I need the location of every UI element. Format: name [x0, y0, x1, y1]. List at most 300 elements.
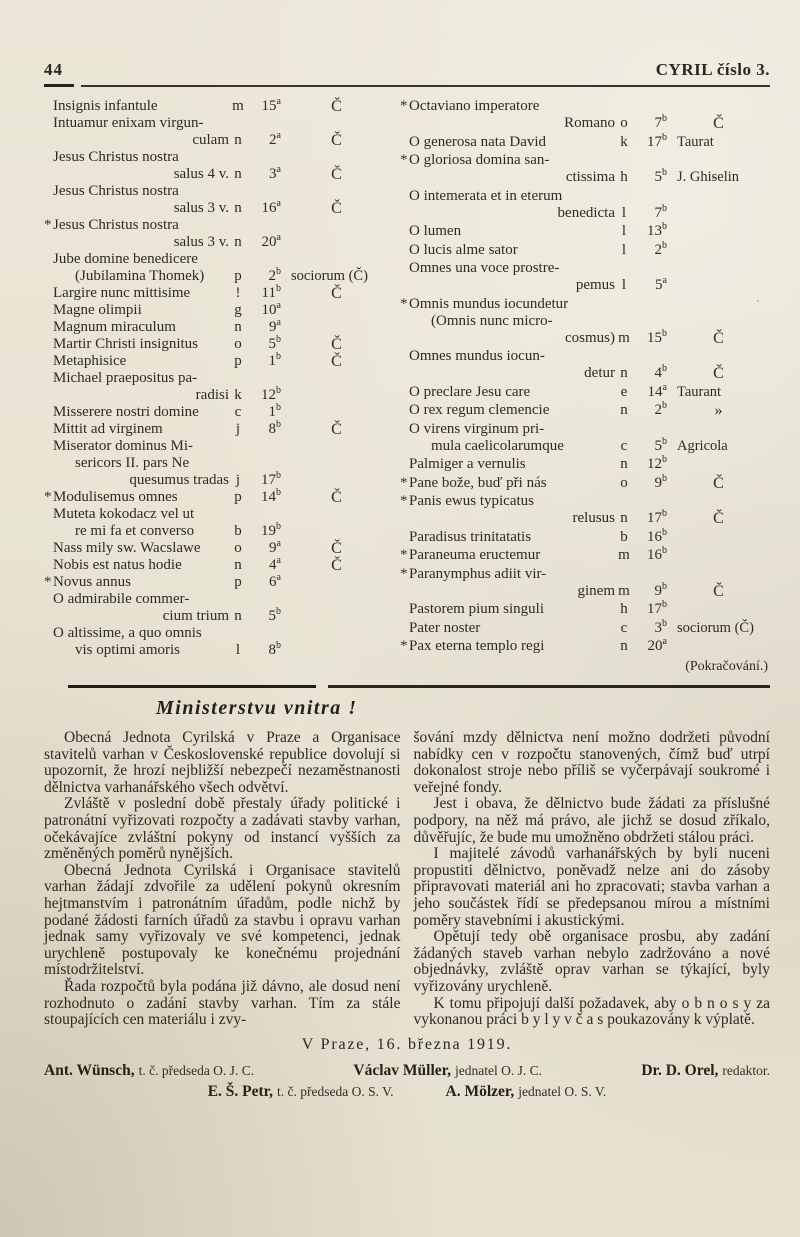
star-marker [400, 330, 409, 347]
catalog-entry-line [44, 149, 392, 166]
catalog-entry-line [44, 404, 392, 421]
catalog-entry-line [44, 285, 392, 302]
star-marker: * [400, 638, 408, 654]
catalog-entry-line [44, 336, 392, 353]
entry-title: Largire nunc mittisime [53, 285, 191, 301]
catalog-right-column [400, 98, 770, 675]
entry-folio-side: b [662, 617, 667, 629]
catalog-entry [44, 302, 392, 319]
entry-folio: 17$^b$ [647, 508, 667, 526]
catalog-entry-line [44, 132, 392, 149]
signature-role: t. č. předseda O. S. V. [277, 1083, 394, 1099]
entry-title: O intemerata et in eterum [409, 187, 563, 204]
catalog-entry-line [400, 98, 770, 115]
catalog-entry-line [400, 365, 770, 382]
catalog-entry [44, 591, 392, 625]
entry-title: Pastorem pium singuli [409, 601, 544, 617]
entry-code: e [620, 383, 628, 400]
entry-folio: 5$^b$ [654, 167, 667, 185]
entry-code: n [234, 608, 242, 624]
entry-attribution: Č [331, 421, 342, 438]
entry-folio-side: a [276, 130, 281, 141]
star-marker [44, 336, 53, 353]
entry-attribution: Č [331, 489, 342, 506]
star-marker [44, 234, 53, 251]
entry-code: n [234, 200, 242, 216]
article-paragraph: K tomu připojují další požadavek, aby o b n o s y za vykonanou práci b y l y v č a s poukazovány k výplatě. [413, 994, 770, 1029]
article-paragraph: I majitelé závodů varhanářských by byli nuceni propustiti dělnictvo, poněvadž nelze ani do zásoby připravovati materiál ani ho zpracovati; stavba varhan a jeho součástek řídí se předepsanou mírou a místními poměry stavebními i akustickými. [413, 845, 770, 929]
catalog-entry [44, 370, 392, 404]
entry-attribution: Č [331, 98, 342, 115]
entry-title: cosmus) [565, 329, 615, 346]
entry-folio: 2$^b$ [268, 266, 281, 284]
catalog-entry-line [400, 239, 770, 259]
signature-role: t. č. předseda O. J. C. [138, 1062, 255, 1078]
catalog-entry-line [44, 302, 392, 319]
entry-attribution: Agricola [677, 437, 728, 454]
page-number: 44 [44, 60, 63, 79]
entry-code: o [234, 336, 242, 352]
entry-title: Mittit ad virginem [53, 421, 163, 437]
entry-code: h [620, 601, 628, 617]
catalog-entry [44, 421, 392, 438]
entry-folio-side: b [662, 239, 667, 251]
catalog-entry-line [400, 348, 770, 365]
entry-attribution: sociorum (Č) [291, 268, 368, 284]
entry-folio: 2$^b$ [654, 400, 667, 418]
entry-title: Metaphisice [53, 353, 127, 369]
catalog-entry [44, 98, 392, 115]
catalog-entry [400, 601, 770, 618]
entry-folio-side: a [662, 636, 667, 647]
entry-code: g [234, 302, 242, 318]
catalog-entry [44, 353, 392, 370]
star-marker [400, 583, 409, 600]
entry-title: Magne olimpii [53, 302, 142, 318]
entry-folio: 10$^a$ [261, 300, 281, 318]
catalog-entry [44, 625, 392, 659]
article-paragraph: Jest i obava, že dělnictvo bude žádati za příslušné podpory, na něž má právo, ale jichž se dosud zříkalo, důvěřujíc, že bude mu umožněno obdržeti stálou práci. [413, 795, 770, 846]
entry-folio-side: b [276, 351, 281, 362]
catalog-entry [44, 149, 392, 183]
entry-attribution [281, 319, 392, 336]
entry-attribution [281, 302, 392, 319]
entry-folio-side: a [276, 232, 281, 243]
catalog-entry-line [44, 217, 392, 234]
entry-folio: 11$^b$ [261, 283, 281, 301]
catalog-entry [400, 348, 770, 382]
entry-attribution: sociorum (Č) [677, 619, 754, 636]
entry-attribution [667, 456, 770, 473]
entry-folio-side: a [276, 96, 281, 107]
catalog-entry [44, 557, 392, 574]
entry-title: O generosa nata David [409, 133, 547, 150]
star-marker: * [400, 295, 408, 312]
catalog-entry [44, 506, 392, 540]
entry-folio-side: b [662, 221, 667, 232]
catalog-entry-line [400, 202, 770, 222]
entry-title: quesumus tradas [129, 472, 229, 488]
catalog-entry [400, 239, 770, 259]
star-marker [44, 353, 53, 370]
catalog-entry-line [400, 421, 770, 438]
entry-folio: 3$^a$ [269, 164, 281, 182]
catalog-entry [44, 489, 392, 506]
entry-folio: 20$^a$ [647, 636, 667, 654]
star-marker: * [44, 217, 52, 233]
journal-title: CYRIL číslo 3. [655, 60, 770, 79]
entry-title: salus 4 v. [173, 166, 229, 182]
entry-code: l [621, 277, 627, 293]
entry-title: re mi fa et converso [75, 523, 195, 539]
catalog-entry-line [44, 540, 392, 557]
entry-code: o [234, 540, 242, 556]
entry-folio: 4$^b$ [654, 363, 667, 381]
entry-attribution: J. Ghiselin [677, 169, 740, 185]
catalog-entry [44, 404, 392, 421]
article-paragraph: Řada rozpočtů byla podána již dávno, ale dosud není rozhodnuto o zadání stavby varhan. Tím za stále stoupajících cen materiálu i zvy- [44, 977, 401, 1029]
entry-code: n [620, 456, 628, 472]
signature-item [44, 1060, 254, 1081]
catalog-entry-line [400, 115, 770, 132]
entry-title: Paradisus trinitatatis [409, 528, 532, 545]
star-marker: * [400, 152, 408, 168]
signature-row [44, 1060, 770, 1081]
catalog-entry-line [400, 510, 770, 527]
entry-code: c [620, 619, 628, 636]
catalog-entry [400, 296, 770, 347]
article-paragraph: Opětují tedy obě organisace prosbu, aby zadání žádaných staveb varhan nebylo zadržováno a nové objednávky, zvláště oprav varhan se týkající, byly vyřizovány urychleně. [413, 928, 770, 995]
entry-title: Omnes una voce prostre- [409, 260, 560, 276]
entry-title: O virens virginum pri- [409, 420, 545, 437]
entry-code: m [618, 547, 630, 563]
entry-code: n [620, 510, 628, 526]
article-paragraph: Obecná Jednota Cyrilská i Organisace stavitelů varhan žádají zdvořile za udělení pokynů okresním hejtmanstvím i patronátním úřadům, podle nichž by podané žádosti farních úřadů za stavbu i opravu varhan jednak samy vyřizovaly ve své kompetenci, jednak urychleně postupovaly ke konečnému projednání místodržitelství. [44, 861, 401, 979]
catalog-entry-line [44, 319, 392, 336]
star-marker [44, 285, 53, 302]
catalog-entry-line [400, 456, 770, 473]
catalog-entry [400, 421, 770, 455]
catalog-entry-line [44, 200, 392, 217]
catalog-entry-line [44, 183, 392, 200]
star-marker [44, 591, 53, 608]
star-marker [44, 455, 53, 472]
catalog-entry-line [44, 166, 392, 183]
star-marker [44, 540, 53, 557]
catalog-entry-line [44, 591, 392, 608]
entry-code: n [234, 557, 242, 573]
entry-folio: 5$^b$ [268, 606, 281, 624]
entry-code: ! [235, 285, 241, 301]
star-marker [400, 169, 409, 186]
entry-code: p [234, 268, 242, 284]
star-marker [400, 277, 409, 294]
entry-title: salus 3 v. [173, 234, 229, 250]
entry-title: Jube domine benedicere [53, 251, 198, 267]
entry-folio-side: b [276, 334, 281, 345]
entry-title: Octaviano imperatore [409, 98, 540, 114]
entry-title: O lumen [409, 223, 462, 239]
header-rule-left-segment [44, 84, 74, 87]
entry-title: Muteta kokodacz vel ut [53, 506, 195, 522]
entry-attribution: Č [713, 582, 724, 600]
catalog-entry-line [44, 455, 392, 472]
star-marker [44, 438, 53, 455]
entry-folio-side: b [276, 606, 281, 617]
entry-folio: 19$^b$ [261, 521, 281, 539]
star-marker: * [400, 493, 408, 509]
entry-title: culam [192, 132, 229, 148]
entry-title: (Omnis nunc micro- [431, 312, 553, 329]
catalog-entry [44, 217, 392, 251]
entry-folio: 5$^a$ [655, 275, 667, 293]
catalog-entry-line [400, 601, 770, 618]
entry-folio-side: b [662, 327, 667, 339]
entry-attribution [667, 277, 770, 294]
entry-code: n [620, 402, 628, 418]
star-marker [44, 251, 53, 268]
entry-title: Pane bože, buď při nás [409, 474, 547, 491]
entry-code: p [234, 353, 242, 369]
catalog-entry [44, 183, 392, 217]
signature-role: jednatel O. S. V. [518, 1083, 607, 1099]
star-marker [44, 404, 53, 421]
star-marker [400, 529, 409, 546]
entry-folio-side: b [662, 202, 667, 214]
entry-title: Insignis infantule [53, 98, 158, 114]
catalog-entry [44, 438, 392, 489]
entry-code: p [234, 574, 242, 590]
catalog-entry [400, 566, 770, 600]
entry-title: sericors II. pars Ne [75, 455, 190, 471]
article-paragraph: Obecná Jednota Cyrilská v Praze a Organisace stavitelů varhan v Československé republice dovolují si upozornit, že hrozí nejbližší nebezpečí nezaměstnanosti dělnictva varhanářského všech odvětví. [44, 729, 401, 796]
entry-folio: 2$^b$ [654, 239, 667, 258]
catalog-entry [400, 131, 770, 151]
catalog-entry-line [400, 296, 770, 313]
entry-folio-side: b [662, 472, 667, 484]
entry-folio-side: a [662, 275, 667, 286]
star-marker [44, 183, 53, 200]
entry-attribution: Taurat [677, 133, 714, 150]
entry-folio: 16$^b$ [647, 545, 667, 563]
catalog-entry [44, 574, 392, 591]
entry-folio-side: a [276, 572, 281, 583]
entry-attribution [281, 472, 392, 489]
signature-name: E. Š. Petr, [207, 1082, 274, 1100]
catalog-entry [400, 260, 770, 294]
entry-folio-side: b [662, 526, 667, 538]
star-marker [400, 115, 409, 132]
signature-item [446, 1081, 607, 1102]
entry-code: n [234, 319, 242, 335]
entry-folio: 9$^a$ [269, 317, 281, 335]
entry-attribution [281, 608, 392, 625]
entry-title: pemus [575, 277, 615, 293]
catalog-entry-line [44, 268, 392, 285]
entry-folio: 9$^b$ [654, 580, 667, 599]
signature-role: jednatel O. J. C. [455, 1062, 542, 1078]
catalog-entry-line [400, 547, 770, 564]
catalog-entry-line [44, 370, 392, 387]
entry-code: l [235, 642, 241, 658]
entry-title: Omnis mundus iocundetur [409, 295, 569, 312]
star-marker: * [44, 489, 52, 505]
signature-name: A. Mölzer, [445, 1082, 515, 1100]
entry-title: Jesus Christus nostra [53, 217, 179, 233]
dateline: V Praze, 16. března 1919. [301, 1035, 513, 1053]
catalog-entry [44, 336, 392, 353]
entry-folio-side: b [662, 113, 667, 124]
entry-folio-side: b [662, 435, 667, 447]
entry-folio: 5$^b$ [268, 334, 281, 352]
article-paragraph: šování mzdy dělnictva není možno dodržeti původní nabídky cen v rozpočtu stanovených, čímž buď utrpí dokonalost stroje nebo příliš se vyčerpávají soukromé i veřejné fondy. [413, 729, 770, 796]
article-right-column [414, 730, 771, 1029]
entry-folio: 9$^b$ [654, 472, 667, 491]
entry-attribution [281, 642, 392, 659]
entry-folio: 1$^b$ [268, 402, 281, 420]
entry-title: Martir Christi insignitus [53, 336, 199, 352]
catalog-entry [44, 540, 392, 557]
star-marker [400, 402, 409, 419]
catalog-entry [400, 493, 770, 527]
entry-code: k [620, 133, 628, 150]
star-marker [44, 200, 53, 217]
catalog-entry-line [400, 472, 770, 492]
catalog-entry-line [44, 234, 392, 251]
entry-folio: 7$^b$ [654, 202, 667, 221]
entry-folio: 15$^b$ [647, 327, 667, 346]
entry-attribution [281, 387, 392, 404]
star-marker [44, 608, 53, 625]
entry-folio: 1$^b$ [268, 351, 281, 369]
star-marker [400, 313, 409, 330]
star-marker [400, 510, 409, 527]
entry-title: vis optimi amoris [75, 642, 180, 658]
entry-title: Nass mily sw. Wacslawe [53, 540, 201, 556]
entry-title: detur [584, 365, 615, 381]
star-marker [400, 384, 409, 401]
entry-attribution [667, 601, 770, 618]
star-marker [400, 601, 409, 618]
entry-attribution: Č [713, 474, 724, 492]
star-marker [44, 149, 53, 166]
entry-folio-side: b [276, 640, 281, 651]
section-divider [68, 685, 770, 688]
catalog-entry-line [400, 327, 770, 347]
entry-attribution: Taurant [677, 383, 722, 400]
catalog-entry [44, 285, 392, 302]
signature-name: Václav Müller, [353, 1061, 451, 1079]
entry-title: Modulisemus omnes [53, 489, 178, 505]
entry-code: m [232, 98, 244, 114]
paper-speck [757, 300, 759, 302]
entry-folio-side: b [662, 454, 667, 465]
catalog-entry-line [44, 557, 392, 574]
entry-folio-side: a [662, 381, 667, 393]
entry-title: radisi [195, 387, 229, 403]
catalog-entry-line [44, 574, 392, 591]
star-marker [44, 115, 53, 132]
entry-attribution: » [714, 402, 723, 419]
star-marker [44, 302, 53, 319]
header-rule [44, 84, 770, 87]
catalog-entry-line [400, 493, 770, 510]
entry-folio: 7$^b$ [654, 113, 667, 131]
entry-title: Paranymphus adiit vir- [409, 565, 547, 582]
entry-folio: 16$^a$ [261, 198, 281, 216]
entry-title: Nobis est natus hodie [53, 557, 182, 573]
entry-attribution: Č [331, 557, 342, 574]
star-marker [44, 319, 53, 336]
entry-code: m [618, 582, 630, 599]
entry-folio: 20$^a$ [261, 232, 281, 250]
catalog-entry-line [400, 277, 770, 294]
entry-code: h [620, 169, 628, 185]
star-marker [400, 438, 409, 455]
catalog-entry-line [400, 152, 770, 169]
entry-title: Jesus Christus nostra [53, 183, 179, 199]
entry-folio-side: b [662, 599, 667, 610]
entry-attribution [667, 223, 770, 240]
continuation-note: (Pokračování.) [685, 659, 768, 674]
catalog-entry [44, 319, 392, 336]
catalog-entry-line [44, 251, 392, 268]
entry-code: p [234, 489, 242, 505]
signature-item [641, 1060, 770, 1081]
entry-attribution [667, 529, 770, 546]
catalog-entry-line [44, 387, 392, 404]
star-marker [400, 242, 409, 259]
entry-folio-side: a [276, 164, 281, 175]
catalog-entry-line [44, 506, 392, 523]
entry-attribution [281, 523, 392, 540]
entry-folio: 9$^a$ [269, 538, 281, 556]
entry-folio-side: a [276, 555, 281, 566]
star-marker [44, 472, 53, 489]
catalog-entry [400, 152, 770, 186]
catalog-entry-line [400, 580, 770, 600]
catalog-entry-line [44, 489, 392, 506]
entry-title: Omnes mundus iocun- [409, 348, 545, 364]
entry-title: Magnum miraculum [53, 319, 176, 335]
entry-folio: 12$^b$ [261, 385, 281, 403]
entry-folio-side: b [276, 266, 281, 277]
catalog-entry-line [400, 526, 770, 546]
catalog-entry-line [400, 188, 770, 205]
catalog-entry [400, 472, 770, 492]
entry-code: k [234, 387, 242, 403]
star-marker: * [400, 98, 408, 114]
signature-block [44, 1060, 770, 1102]
entry-title: ginem [577, 582, 615, 599]
divider-left-segment [68, 685, 316, 688]
catalog-entry [400, 638, 770, 655]
divider-right-segment [328, 685, 770, 688]
entry-attribution [281, 404, 392, 421]
star-marker [44, 98, 53, 115]
entry-folio: 8$^b$ [268, 640, 281, 658]
entry-folio: 3$^b$ [654, 617, 667, 636]
entry-folio: 17$^b$ [647, 599, 667, 617]
catalog-entry-line [44, 642, 392, 659]
article-paragraph: Zvláště v poslední době přestaly úřady politické i patronátní vyřizovati rozpočty a zadávati stavby varhan, očekávajíce zvláštní pokyny od instancí vyšších za změněných poměrů nynějších. [44, 795, 401, 863]
entry-folio-side: b [276, 402, 281, 413]
entry-attribution: Č [331, 353, 342, 370]
entry-title: mula caelicolarumque [431, 437, 564, 454]
entry-title: Panis ewus typicatus [409, 493, 534, 509]
entry-folio: 2$^a$ [269, 130, 281, 148]
catalog-entry-line [400, 402, 770, 419]
